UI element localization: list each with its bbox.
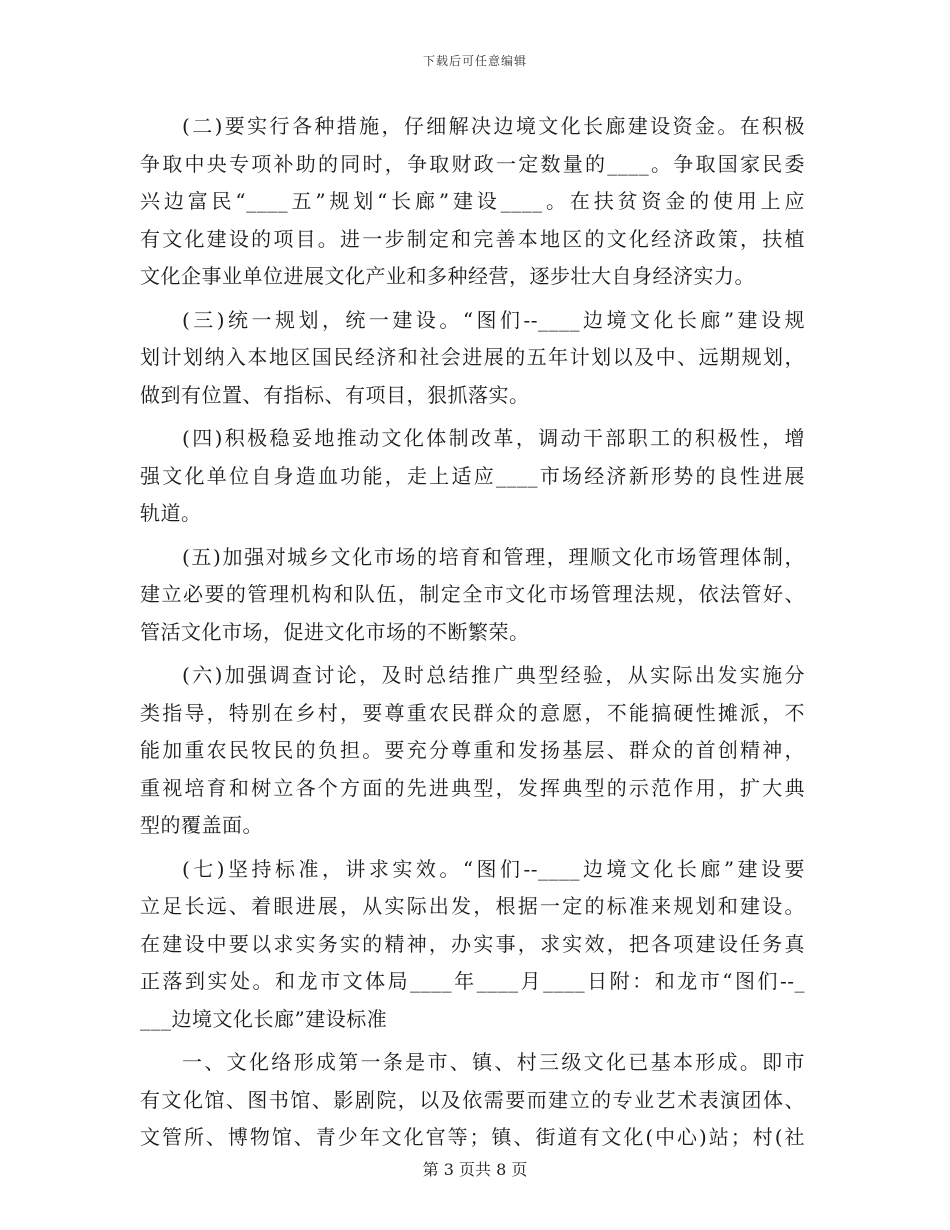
page-header: 下载后可任意编辑 [422, 54, 527, 68]
text-line: 文化企事业单位进展文化产业和多种经营，逐步壮大自身经济实力。 [140, 264, 755, 288]
text-line: 轨道。 [140, 501, 202, 525]
paragraph [140, 539, 805, 652]
text-line: 有文化建设的项目。进一步制定和完善本地区的文化经济政策，扶植 [140, 226, 805, 251]
text-line: (二)要实行各种措施，仔细解决边境文化长廊建设资金。在积极 [182, 114, 805, 138]
text-line: 建立必要的管理机构和队伍，制定全市文化市场管理法规，依法管好、 [140, 582, 805, 606]
text-line: ___边境文化长廊”建设标准 [140, 1006, 388, 1031]
text-line: 有文化馆、图书馆、影剧院，以及依需要而建立的专业艺术表演团体、 [140, 1087, 805, 1112]
text-line: 一、文化络形成第一条是市、镇、村三级文化已基本形成。即市 [182, 1050, 805, 1074]
paragraph [140, 1044, 805, 1157]
text-line: (五)加强对城乡文化市场的培育和管理，理顺文化市场管理体制， [182, 544, 805, 569]
text-line: 兴边富民“____五”规划“长廊”建设____。在扶贫资金的使用上应 [140, 189, 805, 213]
text-line: (七)坚持标准，讲求实效。“图们--____边境文化长廊”建设要 [182, 856, 805, 881]
paragraph [140, 302, 805, 415]
text-line: 在建设中要以求实务实的精神，办实事，求实效，把各项建设任务真 [140, 931, 805, 956]
text-line: (四)积极稳妥地推动文化体制改革，调动干部职工的积极性，增 [182, 426, 805, 450]
text-line: 划计划纳入本地区国民经济和社会进展的五年计划以及中、远期规划， [140, 345, 805, 369]
text-line: 类指导，特别在乡村，要尊重农民群众的意愿，不能搞硬性摊派，不 [140, 700, 805, 725]
text-line: 立足长远、着眼进展，从实际出发，根据一定的标准来规划和建设。 [140, 894, 805, 918]
text-line: 做到有位置、有指标、有项目，狠抓落实。 [140, 382, 530, 407]
text-line: 重视培育和树立各个方面的先进典型，发挥典型的示范作用，扩大典 [140, 775, 805, 800]
page-number: 第 3 页共 8 页 [422, 1160, 528, 1179]
text-line: 文管所、博物馆、青少年文化官等；镇、街道有文化(中心)站；村(社 [140, 1125, 805, 1149]
paragraph [140, 108, 805, 296]
text-line: 争取中央专项补助的同时，争取财政一定数量的____。争取国家民委 [140, 151, 805, 176]
text-line: 管活文化市场，促进文化市场的不断繁荣。 [140, 619, 530, 644]
text-line: 强文化单位自身造血功能，走上适应____市场经济新形势的良性进展 [140, 463, 805, 488]
text-line: (三)统一规划，统一建设。“图们--____边境文化长廊”建设规 [182, 307, 805, 332]
text-line: (六)加强调查讨论，及时总结推广典型经验，从实际出发实施分 [182, 663, 805, 687]
paragraph [140, 851, 805, 1039]
text-line: 型的覆盖面。 [140, 813, 263, 837]
text-line: 能加重农民牧民的负担。要充分尊重和发扬基层、群众的首创精神， [140, 738, 805, 762]
document-body [140, 108, 805, 1157]
paragraph [140, 420, 805, 533]
text-line: 正落到实处。和龙市文体局____年____月____日附：和龙市“图们--_ [140, 969, 805, 993]
paragraph [140, 657, 805, 845]
